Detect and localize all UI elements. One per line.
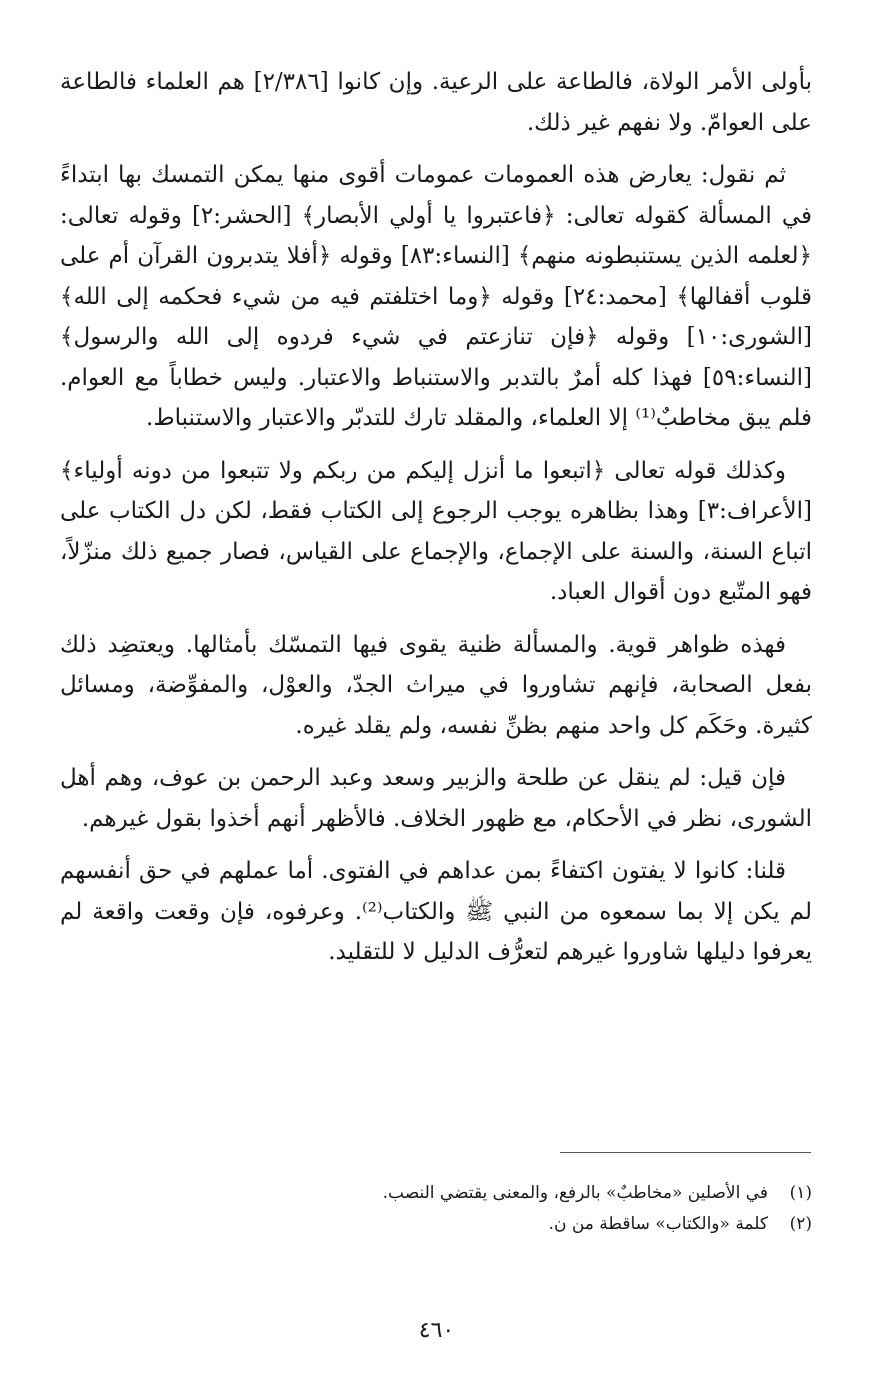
paragraph: وكذلك قوله تعالى ﴿اتبعوا ما أنزل إليكم من ربكم ولا تتبعوا من دونه أولياء﴾ [الأعراف:٣] وهذا بظاهره يوجب الرجوع إلى الكتاب فقط، لكن دل الكتاب على اتباع السنة، والسنة على الإجماع، والإجماع على القياس، فصار جميع ذلك منزّلاً، فهو المتّبع دون أقوال العباد. [60, 457, 812, 605]
paragraph: ثم نقول: يعارض هذه العمومات عمومات أقوى منها يمكن التمسك بها ابتداءً في المسألة كقوله تعالى: ﴿فاعتبروا يا أولي الأبصار﴾ [الحشر:٢] وقوله تعالى: ﴿لعلمه الذين يستنبطونه منهم﴾ [النساء:٨٣] وقوله ﴿أفلا يتدبرون القرآن أم على قلوب أقفالها﴾ [محمد:٢٤] وقوله ﴿وما اختلفتم فيه من شيء فحكمه إلى الله﴾ [الشورى:١٠] وقوله ﴿فإن تنازعتم في شيء فردوه إلى الله والرسول﴾ [النساء:٥٩] فهذا كله أمرٌ بالتدبر والاستنباط والاعتبار. وليس خطاباً مع العوام. فلم يبق مخاطبٌ⁽¹⁾ إلا العلماء، والمقلد تارك للتدبّر والاعتبار والاستنباط. [60, 162, 812, 431]
footnote-number: (٢) [789, 1214, 812, 1234]
main-text [60, 62, 812, 985]
footnote [60, 1178, 812, 1209]
footnote-separator [560, 1152, 811, 1153]
paragraph: بأولى الأمر الولاة، فالطاعة على الرعية. وإن كانوا [٢/٣٨٦] هم العلماء فالطاعة على العوامّ. ولا نفهم غير ذلك. [60, 69, 812, 136]
footnote [60, 1209, 812, 1240]
paragraph: قلنا: كانوا لا يفتون اكتفاءً بمن عداهم في الفتوى. أما عملهم في حق أنفسهم لم يكن إلا بما سمعوه من النبي ﷺ والكتاب⁽²⁾. وعرفوه، فإن وقعت واقعة لم يعرفوا دليلها شاوروا غيرهم لتعرُّف الدليل لا للتقليد. [60, 858, 812, 965]
footnote-text: في الأصلين «مخاطبٌ» بالرفع، والمعنى يقتضي النصب. [382, 1183, 768, 1203]
footnotes [60, 1178, 812, 1240]
paragraph: فإن قيل: لم ينقل عن طلحة والزبير وسعد وعبد الرحمن بن عوف، وهم أهل الشورى، نظر في الأحكام، مع ظهور الخلاف. فالأظهر أنهم أخذوا بقول غيرهم. [60, 765, 812, 832]
paragraph: فهذه ظواهر قوية. والمسألة ظنية يقوى فيها التمسّك بأمثالها. ويعتضِد ذلك بفعل الصحابة، فإنهم تشاوروا في ميراث الجدّ، والعوْل، والمفوِّضة، ومسائل كثيرة. وحَكَم كل واحد منهم بظنِّ نفسه، ولم يقلد غيره. [60, 631, 812, 739]
footnote-text: كلمة «والكتاب» ساقطة من ن. [548, 1214, 768, 1234]
page-number: ٤٦٠ [418, 1318, 455, 1343]
footnote-number: (١) [789, 1183, 812, 1203]
